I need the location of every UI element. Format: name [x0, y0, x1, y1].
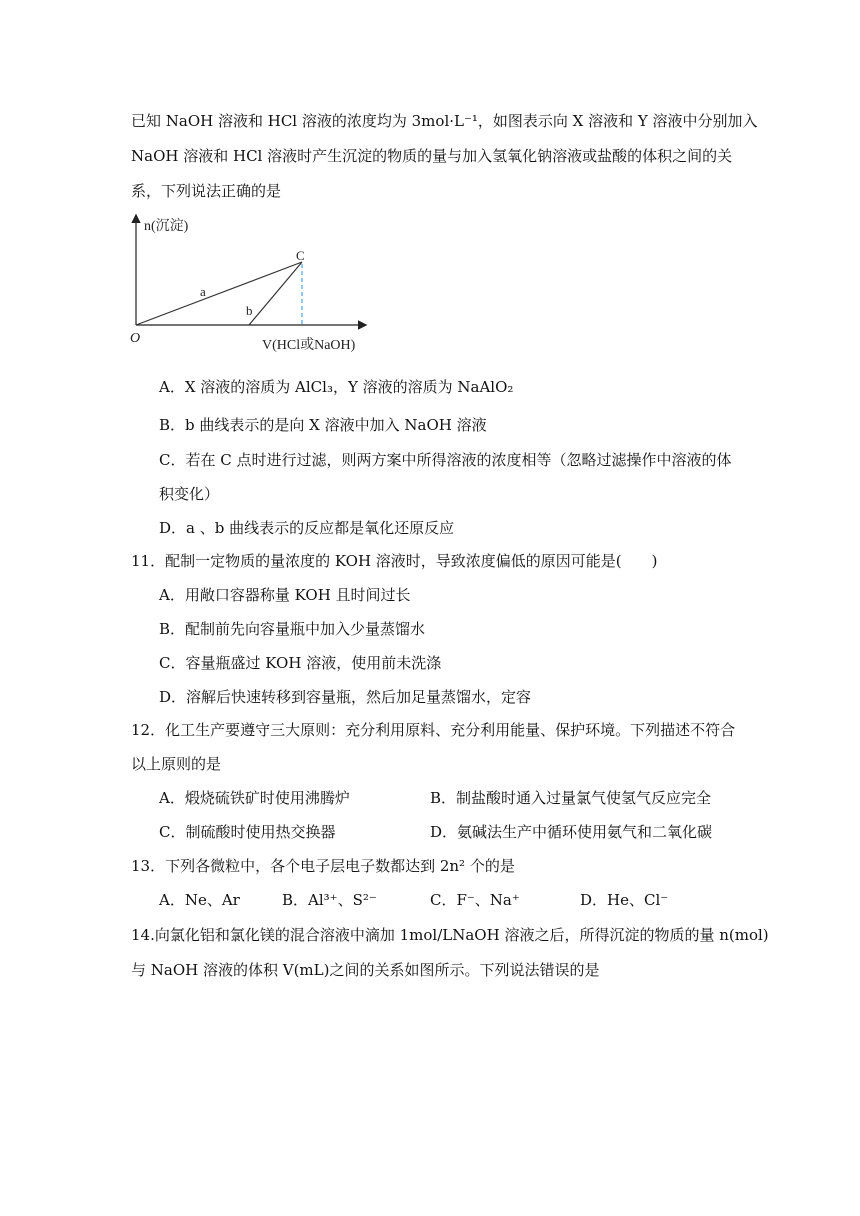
q13-option-a: A．Ne、Ar — [159, 891, 240, 909]
intro-line-1: 已知 NaOH 溶液和 HCl 溶液的浓度均为 3mol·L⁻¹，如图表示向 X 溶液和 Y 溶液中分别加入 — [131, 112, 758, 130]
line-b-label: b — [246, 303, 253, 318]
q14-stem-line1: 14.向氯化铝和氯化镁的混合溶液中滴加 1mol/LNaOH 溶液之后，所得沉淀的物质的量 n(mol) — [131, 926, 769, 944]
intro-line-3: 系，下列说法正确的是 — [131, 182, 282, 200]
intro-line-2: NaOH 溶液和 HCl 溶液时产生沉淀的物质的量与加入氢氧化钠溶液或盐酸的体积之间的关 — [131, 147, 733, 165]
q13-option-d: D．He、Cl⁻ — [580, 891, 669, 909]
q13-option-c: C．F⁻、Na⁺ — [430, 891, 520, 909]
point-c-label: C — [296, 248, 305, 263]
q10-option-c-line2: 积变化） — [159, 485, 220, 503]
q10-option-b: B．b 曲线表示的是向 X 溶液中加入 NaOH 溶液 — [159, 416, 487, 434]
q10-option-a: A．X 溶液的溶质为 AlCl₃，Y 溶液的溶质为 NaAlO₂ — [159, 378, 514, 396]
precipitate-graph — [125, 208, 385, 358]
q12-stem-line1: 12．化工生产要遵守三大原则：充分利用原料、充分利用能量、保护环境。下列描述不符合 — [131, 721, 736, 739]
x-axis-label: V(HCl或NaOH) — [262, 338, 356, 353]
q11-option-c: C．容量瓶盛过 KOH 溶液，使用前未洗涤 — [159, 654, 442, 672]
q11-stem: 11．配制一定物质的量浓度的 KOH 溶液时，导致浓度偏低的原因可能是( ) — [131, 552, 658, 570]
q11-option-b: B．配制前先向容量瓶中加入少量蒸馏水 — [159, 620, 426, 638]
q13-option-b: B．Al³⁺、S²⁻ — [282, 891, 377, 909]
q13-stem: 13．下列各微粒中，各个电子层电子数都达到 2n² 个的是 — [131, 857, 515, 875]
origin-label: O — [130, 331, 141, 346]
q11-option-d: D．溶解后快速转移到容量瓶，然后加足量蒸馏水，定容 — [159, 688, 532, 706]
q12-option-c: C．制硫酸时使用热交换器 — [159, 823, 336, 841]
q12-stem-line2: 以上原则的是 — [131, 755, 222, 773]
q10-option-c-line1: C．若在 C 点时进行过滤，则两方案中所得溶液的浓度相等（忽略过滤操作中溶液的体 — [159, 451, 732, 469]
q14-stem-line2: 与 NaOH 溶液的体积 V(mL)之间的关系如图所示。下列说法错误的是 — [131, 961, 600, 979]
q12-option-b: B．制盐酸时通入过量氯气使氢气反应完全 — [430, 789, 712, 807]
q12-option-d: D．氨碱法生产中循环使用氨气和二氧化碳 — [430, 823, 713, 841]
q12-option-a: A．煅烧硫铁矿时使用沸腾炉 — [159, 789, 350, 807]
q11-option-a: A．用敞口容器称量 KOH 且时间过长 — [159, 586, 411, 604]
line-a-label: a — [200, 284, 206, 299]
q10-option-d: D．a 、b 曲线表示的反应都是氧化还原反应 — [159, 519, 455, 537]
y-axis-label: n(沉淀) — [144, 219, 189, 234]
line-a — [136, 262, 302, 325]
